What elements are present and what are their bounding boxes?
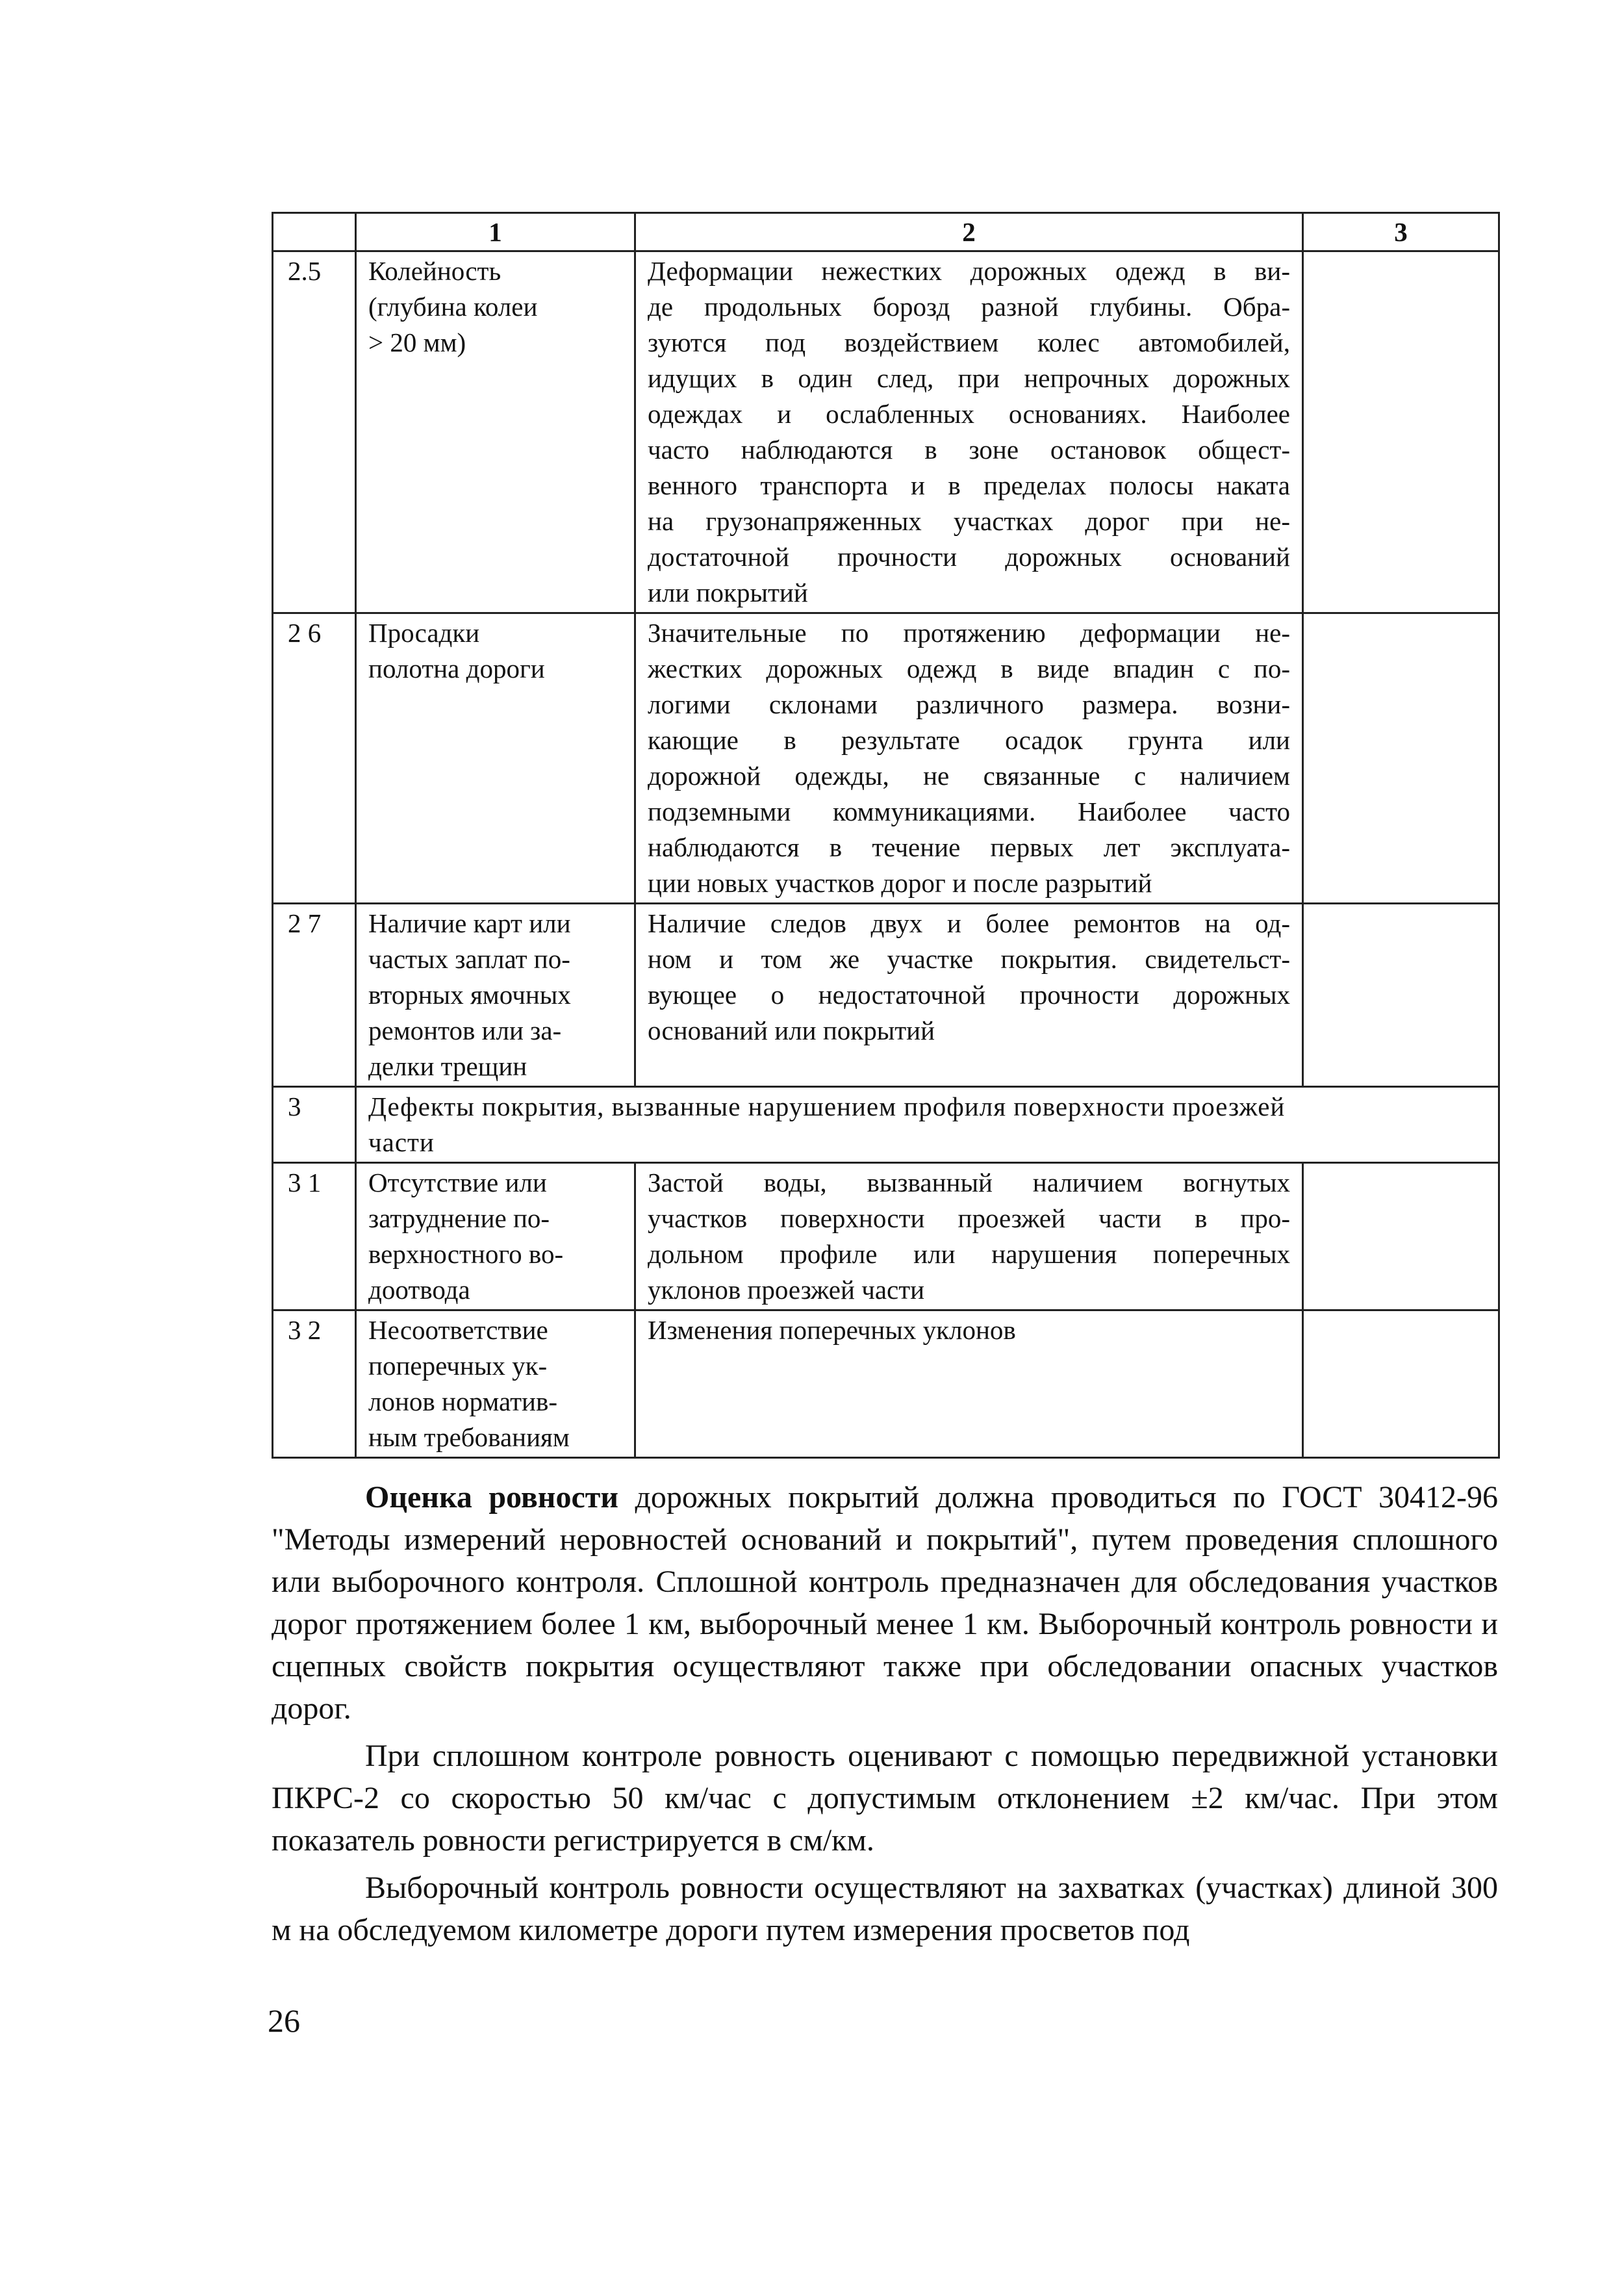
body-text xyxy=(272,1476,1498,1951)
defects-table xyxy=(272,212,1500,1459)
description-line: Изменения поперечных уклонов xyxy=(648,1315,1016,1345)
description-line: подземными коммуникациями. Наиболее часто xyxy=(648,797,1290,826)
description-line: ном и том же участке покрытия. свидетельст- xyxy=(648,944,1290,974)
defect-name-line: Несоответствие xyxy=(368,1315,548,1345)
defect-name-line: верхностного во- xyxy=(368,1239,564,1269)
header-cell-3: 3 xyxy=(1303,213,1499,251)
paragraph: При сплошном контроле ровность оценивают с помощью передвижной установки ПКРС-2 со скоростью 50 км/час с допустимым отклонением ±2 км/час. При этом показатель ровности регистрируется в см/км. xyxy=(272,1739,1498,1858)
description-line: участков поверхности проезжей части в про- xyxy=(648,1203,1290,1233)
defect-name-line: Просадки xyxy=(368,618,480,648)
description-line: Значительные по протяжению деформации не- xyxy=(648,618,1290,648)
defect-name-line: вторных ямочных xyxy=(368,980,571,1010)
defect-description xyxy=(635,1310,1303,1458)
defect-name xyxy=(356,1310,635,1458)
section-title xyxy=(356,1087,1499,1163)
defect-description xyxy=(635,1163,1303,1310)
defect-name-line: ремонтов или за- xyxy=(368,1016,562,1045)
description-line: идущих в один след, при непрочных дорожных xyxy=(648,363,1290,393)
paragraph: Выборочный контроль ровности осуществляют на захватках (участках) длиной 300 м на обследуемом километре дороги путем измерения просветов под xyxy=(272,1871,1498,1947)
col3-cell xyxy=(1303,613,1499,904)
header-cell-num xyxy=(273,213,356,251)
defect-name xyxy=(356,904,635,1087)
defect-name-line: поперечных ук- xyxy=(368,1351,548,1381)
defect-name xyxy=(356,251,635,613)
description-line: часто наблюдаются в зоне остановок общест- xyxy=(648,435,1290,465)
defect-name-line: доотвода xyxy=(368,1275,470,1305)
description-line: Деформации нежестких дорожных одежд в ви- xyxy=(648,256,1290,286)
row-number: 3 1 xyxy=(273,1163,356,1310)
col3-cell xyxy=(1303,904,1499,1087)
defect-name-line: Отсутствие или xyxy=(368,1168,547,1197)
description-line: оснований или покрытий xyxy=(648,1016,935,1045)
table-row xyxy=(273,1163,1499,1310)
description-line: де продольных борозд разной глубины. Обра- xyxy=(648,292,1290,322)
defect-name xyxy=(356,613,635,904)
description-line: зуются под воздействием колес автомобилей, xyxy=(648,327,1290,357)
description-line: ции новых участков дорог и после разрытий xyxy=(648,868,1152,898)
description-line: Застой воды, вызванный наличием вогнутых xyxy=(648,1168,1290,1197)
defect-name-line: ным требованиям xyxy=(368,1422,570,1452)
paragraph-text: дорожных покрытий должна проводиться по ГОСТ 30412-96 "Методы измерений неровностей оснований и покрытий", путем проведения сплошного или выборочного контроля. Сплошной контроль предназначен для обследования участков дорог протяжением более 1 км, выборочный менее 1 км. Выборочный контроль ровности и сцепных свойств покрытия осуществляют также при обследовании опасных участков дорог. xyxy=(272,1480,1498,1726)
table-row xyxy=(273,1310,1499,1458)
description-line: на грузонапряженных участках дорог при не- xyxy=(648,506,1290,536)
table-row xyxy=(273,251,1499,613)
description-line: вующее о недостаточной прочности дорожных xyxy=(648,980,1290,1010)
description-line: или покрытий xyxy=(648,578,808,607)
description-line: жестких дорожных одежд в виде впадин с по- xyxy=(648,654,1290,684)
description-line: наблюдаются в течение первых лет эксплуата- xyxy=(648,832,1290,862)
row-number: 2 6 xyxy=(273,613,356,904)
defect-name-line: затруднение по- xyxy=(368,1203,550,1233)
paragraph xyxy=(272,1476,1498,1730)
section-number: 3 xyxy=(273,1087,356,1163)
row-number: 2 7 xyxy=(273,904,356,1087)
table-row xyxy=(273,613,1499,904)
description-line: дорожной одежды, не связанные с наличием xyxy=(648,761,1290,791)
defect-name xyxy=(356,1163,635,1310)
defect-name-line: Наличие карт или xyxy=(368,908,571,938)
page-number: 26 xyxy=(268,2002,300,2039)
table-header-row xyxy=(273,213,1499,251)
section-title-line: части xyxy=(368,1127,435,1157)
header-cell-2: 2 xyxy=(635,213,1303,251)
row-number: 2.5 xyxy=(273,251,356,613)
defect-name-line: (глубина колеи xyxy=(368,292,538,322)
col3-cell xyxy=(1303,1310,1499,1458)
section-row xyxy=(273,1087,1499,1163)
paragraph-bold-lead: Оценка ровности xyxy=(365,1480,618,1514)
description-line: одеждах и ослабленных основаниях. Наиболее xyxy=(648,399,1290,429)
defect-name-line: делки трещин xyxy=(368,1051,527,1081)
defect-name-line: лонов норматив- xyxy=(368,1386,558,1416)
description-line: Наличие следов двух и более ремонтов на од- xyxy=(648,908,1290,938)
col3-cell xyxy=(1303,251,1499,613)
description-line: уклонов проезжей части xyxy=(648,1275,925,1305)
description-line: достаточной прочности дорожных оснований xyxy=(648,542,1290,572)
defect-name-line: > 20 мм) xyxy=(368,327,466,357)
description-line: венного транспорта и в пределах полосы наката xyxy=(648,470,1290,500)
defect-description xyxy=(635,251,1303,613)
description-line: логими склонами различного размера. возни- xyxy=(648,689,1290,719)
defect-name-line: полотна дороги xyxy=(368,654,545,684)
table-row xyxy=(273,904,1499,1087)
defect-description xyxy=(635,613,1303,904)
header-cell-1: 1 xyxy=(356,213,635,251)
col3-cell xyxy=(1303,1163,1499,1310)
defect-name-line: Колейность xyxy=(368,256,501,286)
description-line: кающие в результате осадок грунта или xyxy=(648,725,1290,755)
section-title-line: Дефекты покрытия, вызванные нарушением профиля поверхности проезжей xyxy=(368,1092,1286,1121)
description-line: дольном профиле или нарушения поперечных xyxy=(648,1239,1290,1269)
defect-description xyxy=(635,904,1303,1087)
defect-name-line: частых заплат по- xyxy=(368,944,570,974)
row-number: 3 2 xyxy=(273,1310,356,1458)
